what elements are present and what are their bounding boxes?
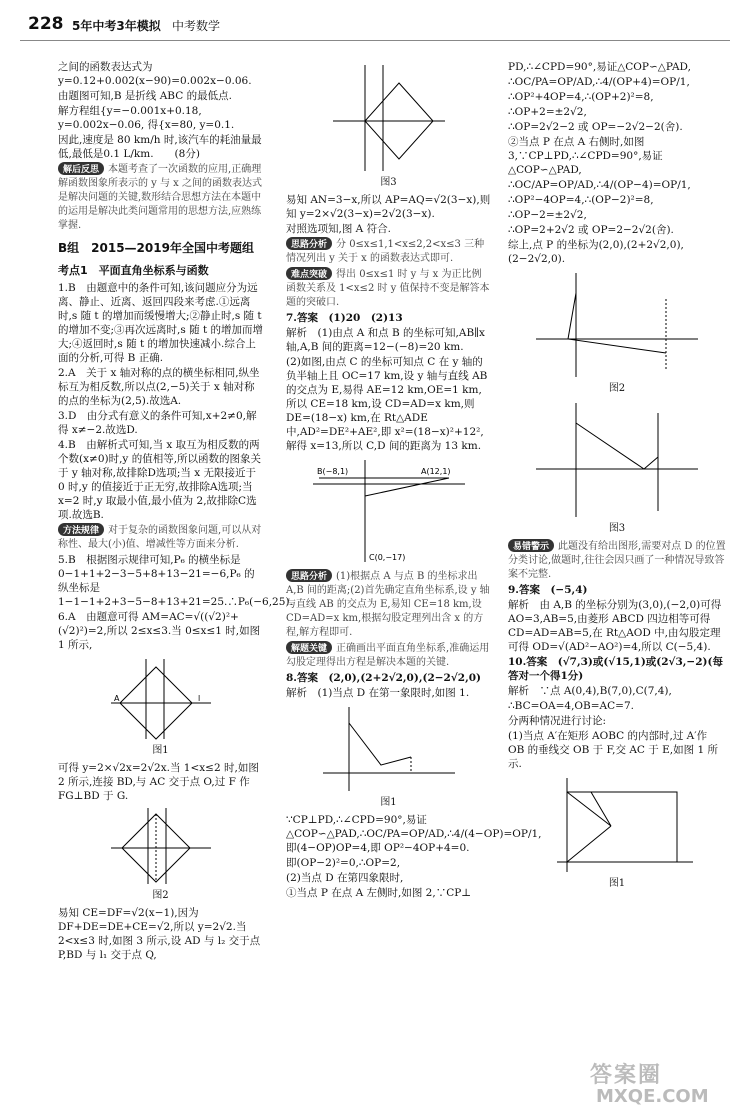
figure-q8-2 xyxy=(532,269,702,379)
svg-text:A(12,1): A(12,1) xyxy=(420,467,451,476)
figure-map-abc xyxy=(309,456,469,566)
text-paragraph: 解方程组{y=−0.001x+0.18, y=0.002x−0.06, 得{x=80, y=0.1. xyxy=(58,105,235,131)
text-paragraph: (2)当点 D 在第四象限时, xyxy=(286,872,404,884)
text-paragraph: 分两种情况进行讨论: xyxy=(508,715,607,727)
note-text: 此题没有给出图形,需要对点 D 的位置分类讨论,做题时,往往会因只画了一种情况导致答案不完整. xyxy=(508,541,726,580)
topic-heading: 考点1 平面直角坐标系与函数 xyxy=(58,264,209,277)
figure-caption: 图1 xyxy=(608,878,626,889)
note-tag: 思路分析 xyxy=(286,237,332,250)
figure-q10-rect xyxy=(537,774,697,874)
text-paragraph: ∵CP⊥PD,∴∠CPD=90°,易证△COP∽△PAD,∴OC/PA=OP/AD,∴4/(4−OP)=OP/1,即(4−OP)OP=4,即 OP²−4OP+4=0. xyxy=(286,814,542,854)
note-text: 分 0≤x≤1,1<x≤2,2<x≤3 三种情况列出 y 关于 x 的函数表达式即可. xyxy=(286,239,485,264)
note-text: (1)根据点 A 与点 B 的坐标求出 A,B 间的距离;(2)首先确定直角坐标系,设 y 轴与直线 AB 的交点为 E,易知 CE=18 km,设 CD=AD=x km,根据勾股定理列出含 x 的方程,解方程即可. xyxy=(286,571,490,638)
text-paragraph: 对照选项知,图 A 符合. xyxy=(286,223,391,235)
text-paragraph: 之间的函数表达式为 y=0.12+0.002(x−90)=0.002x−0.06. xyxy=(58,61,252,87)
text-paragraph: (2)如图,由点 C 的坐标可知点 C 在 y 轴的负半轴上且 OC=17 km,设 y 轴与直线 AB 的交点为 E,易得 AE=12 km,OE=1 km,所以 CE=18 km,设 CD=AD=x km,则 DE=(18−x) km,在 Rt△ADE 中,AD²=DE²+AE²,即 x²=(18−x)²+12²,解得 x=13,所以 C,D 间的距离为 13 km. xyxy=(286,356,488,452)
text-paragraph: ∴OC/PA=OP/AD,∴4/(OP+4)=OP/1, xyxy=(508,76,690,88)
note-tag: 解题关键 xyxy=(286,641,332,654)
note-tag: 易错警示 xyxy=(508,539,554,552)
text-paragraph: ①当点 P 在点 A 左侧时,如图 2,∵CP⊥ xyxy=(286,887,472,899)
column-right xyxy=(508,60,726,894)
figure-caption: 图2 xyxy=(152,890,169,901)
note-block xyxy=(508,539,726,582)
note-text: 本题考查了一次函数的应用,正确理解函数图象所表示的 y 与 x 之间的函数表达式是解决问题的关键,数形结合思想方法在本题中的运用是解决此类问题常用的思想方法,应熟练掌握. xyxy=(58,164,263,231)
figure-q8-1 xyxy=(319,703,459,793)
figure-square-2 xyxy=(106,806,216,886)
section-heading: B组 2015—2019年全国中考题组 xyxy=(58,241,254,255)
svg-text:l: l xyxy=(197,694,200,703)
svg-text:A: A xyxy=(113,694,119,703)
text-paragraph: 解析 (1)当点 D 在第一象限时,如图 1. xyxy=(286,687,470,699)
note-block xyxy=(286,267,491,310)
answer-heading: 10.答案 (√7,3)或(√15,1)或(2√3,−2)(每答对一个得1分) xyxy=(508,656,723,682)
note-block xyxy=(286,569,491,640)
text-paragraph: 因此,速度是 80 km/h 时,该汽车的耗油量最低,最低是0.1 L/km. (8分) xyxy=(58,134,262,160)
figure-caption: 图1 xyxy=(380,797,397,808)
text-paragraph: ∴OP=2+2√2 或 OP=2−2√2(舍). xyxy=(508,224,674,236)
note-block xyxy=(58,523,263,552)
text-paragraph: 易知 CE=DF=√2(x−1),因为 DF+DE=DE+CE=√2,所以 y=2√2.当 2<x≤3 时,如图 3 所示,设 AD 与 l₂ 交于点 P,BD 与 l₁ 交于点 Q, xyxy=(58,907,261,961)
text-paragraph: 可得 y=2×√2x=2√2x.当 1<x≤2 时,如图 2 所示,连接 BD,与 AC 交于点 O,过 F 作 FG⊥BD 于 G. xyxy=(58,762,259,802)
watermark-url: MXQE.COM xyxy=(596,1086,709,1107)
text-paragraph: 易知 AN=3−x,所以 AP=AQ=√2(3−x),则知 y=2×√2(3−x)=2√2(3−x). xyxy=(286,194,491,220)
figure-caption: 图1 xyxy=(152,745,169,756)
answer-item: 3.D 由分式有意义的条件可知,x+2≠0,解得 x≠−2.故选D. xyxy=(58,410,257,436)
figure-square-3 xyxy=(329,63,449,173)
text-paragraph: ∴BC=OA=4,OB=AC=7. xyxy=(508,700,634,712)
page-header xyxy=(0,0,750,44)
note-text: 得出 0≤x≤1 时 y 与 x 为正比例函数关系及 1<x≤2 时 y 值保持不变是解答本题的突破口. xyxy=(286,269,490,308)
note-text: 正确画出平面直角坐标系,准确运用勾股定理得出方程是解决本题的关键. xyxy=(286,643,490,668)
figure-caption: 图3 xyxy=(608,523,626,534)
answer-item: 5.B 根据图示规律可知,P₆ 的横坐标是 0−1+1+2−3−5+8+13−21=−6,P₆ 的纵坐标是 1−1−1+2+3−5−8+13+21=25.∴P₆(−6,25). xyxy=(58,554,293,608)
answer-item: 1.B 由题意中的条件可知,该问题应分为远离、静止、近离、返回四段来考虑.①远离时,s 随 t 的增加而缓慢增大;②静止时,s 随 t 的增加不变;③再次远离时,s 随 t 的增加而增大;④返回时,s 随 t 的增加快速减小.综合上面的分析,可得 B 正确. xyxy=(58,282,263,364)
text-paragraph: ∴OP²+4OP=4,∴(OP+2)²=8, xyxy=(508,91,654,103)
answer-heading: 9.答案 (−5,4) xyxy=(508,584,588,596)
text-paragraph: ∴OP²−4OP=4,∴(OP−2)²=8, xyxy=(508,194,654,206)
note-tag: 解后反思 xyxy=(58,162,104,175)
note-tag: 思路分析 xyxy=(286,569,332,582)
header-rule xyxy=(20,40,730,41)
answer-heading: 8.答案 (2,0),(2+2√2,0),(2−2√2,0) xyxy=(286,672,482,684)
text-paragraph: PD,∴∠CPD=90°,易证△COP∽△PAD, xyxy=(508,61,691,73)
text-paragraph: ②当点 P 在点 A 右侧时,如图 3,∵CP⊥PD,∴∠CPD=90°,易证△COP∽△PAD, xyxy=(508,136,663,176)
text-paragraph: 综上,点 P 的坐标为(2,0),(2+2√2,0),(2−2√2,0). xyxy=(508,239,684,265)
watermark-logo xyxy=(590,1058,740,1110)
note-text: 对于复杂的函数图象问题,可以从对称性、最大(小)值、增减性等方面来分析. xyxy=(58,525,262,550)
watermark-text: 答案圈 xyxy=(590,1063,663,1088)
figure-q8-3 xyxy=(532,399,702,519)
page-number: 228 xyxy=(28,14,64,34)
note-block xyxy=(286,641,491,670)
answer-heading: 7.答案 (1)20 (2)13 xyxy=(286,312,403,324)
svg-text:C(0,−17): C(0,−17) xyxy=(368,553,405,562)
text-paragraph: 由题图可知,B 是折线 ABC 的最低点. xyxy=(58,90,232,102)
note-block xyxy=(286,237,491,266)
text-paragraph: ∴OP−2=±2√2, xyxy=(508,209,587,221)
subject-label: 中考数学 xyxy=(172,19,221,33)
figure-square-1 xyxy=(106,655,216,741)
svg-text:B(−8,1): B(−8,1) xyxy=(316,467,348,476)
column-left xyxy=(58,60,293,963)
answer-item: 4.B 由解析式可知,当 x 取互为相反数的两个数(x≠0)时,y 的值相等,所以函数的图象关于 y 轴对称,故排除D选项;当 x 无限接近于 0 时,y 的值接近于正无穷,故排除A选项;当 x=2 时,y 取最小值,最小值为 2,故排除C选项.故选B. xyxy=(58,439,262,521)
text-paragraph: ∴OC/AP=OP/AD,∴4/(OP−4)=OP/1, xyxy=(508,179,691,191)
text-paragraph: 解析 (1)由点 A 和点 B 的坐标可知,AB∥x 轴,A,B 间的距离=12−(−8)=20 km. xyxy=(286,327,485,353)
figure-caption: 图2 xyxy=(608,383,626,394)
figure-caption: 图3 xyxy=(380,177,397,188)
text-paragraph: ∴OP+2=±2√2, xyxy=(508,106,587,118)
text-paragraph: (1)当点 A′在矩形 AOBC 的内部时,过 A′作 OB 的垂线交 OB 于 F,交 AC 于 E,如图 1 所示. xyxy=(508,730,718,770)
text-paragraph: ∴OP=2√2−2 或 OP=−2√2−2(舍). xyxy=(508,121,683,133)
note-block xyxy=(58,162,263,233)
book-title: 5年中考3年模拟 xyxy=(72,19,161,33)
text-paragraph: 解析 由 A,B 的坐标分别为(3,0),(−2,0)可得 AO=3,AB=5,由菱形 ABCD 四边相等可得 CD=AD=AB=5,在 Rt△AOD 中,由勾股定理可得 OD=√(AD²−AO²)=4,所以 C(−5,4). xyxy=(508,599,722,653)
text-paragraph: 即(OP−2)²=0,∴OP=2, xyxy=(286,857,401,869)
answer-item: 2.A 关于 x 轴对称的点的横坐标相同,纵坐标互为相反数,所以点(2,−5)关于 x 轴对称的点的坐标为(2,5).故选A. xyxy=(58,367,260,407)
note-tag: 难点突破 xyxy=(286,267,332,280)
answer-item: 6.A 由题意可得 AM=AC=√((√2)²+(√2)²)=2,所以 2≤x≤3.当 0≤x≤1 时,如图 1 所示, xyxy=(58,611,261,651)
note-tag: 方法规律 xyxy=(58,523,104,536)
text-paragraph: 解析 ∵点 A(0,4),B(7,0),C(7,4), xyxy=(508,685,672,697)
